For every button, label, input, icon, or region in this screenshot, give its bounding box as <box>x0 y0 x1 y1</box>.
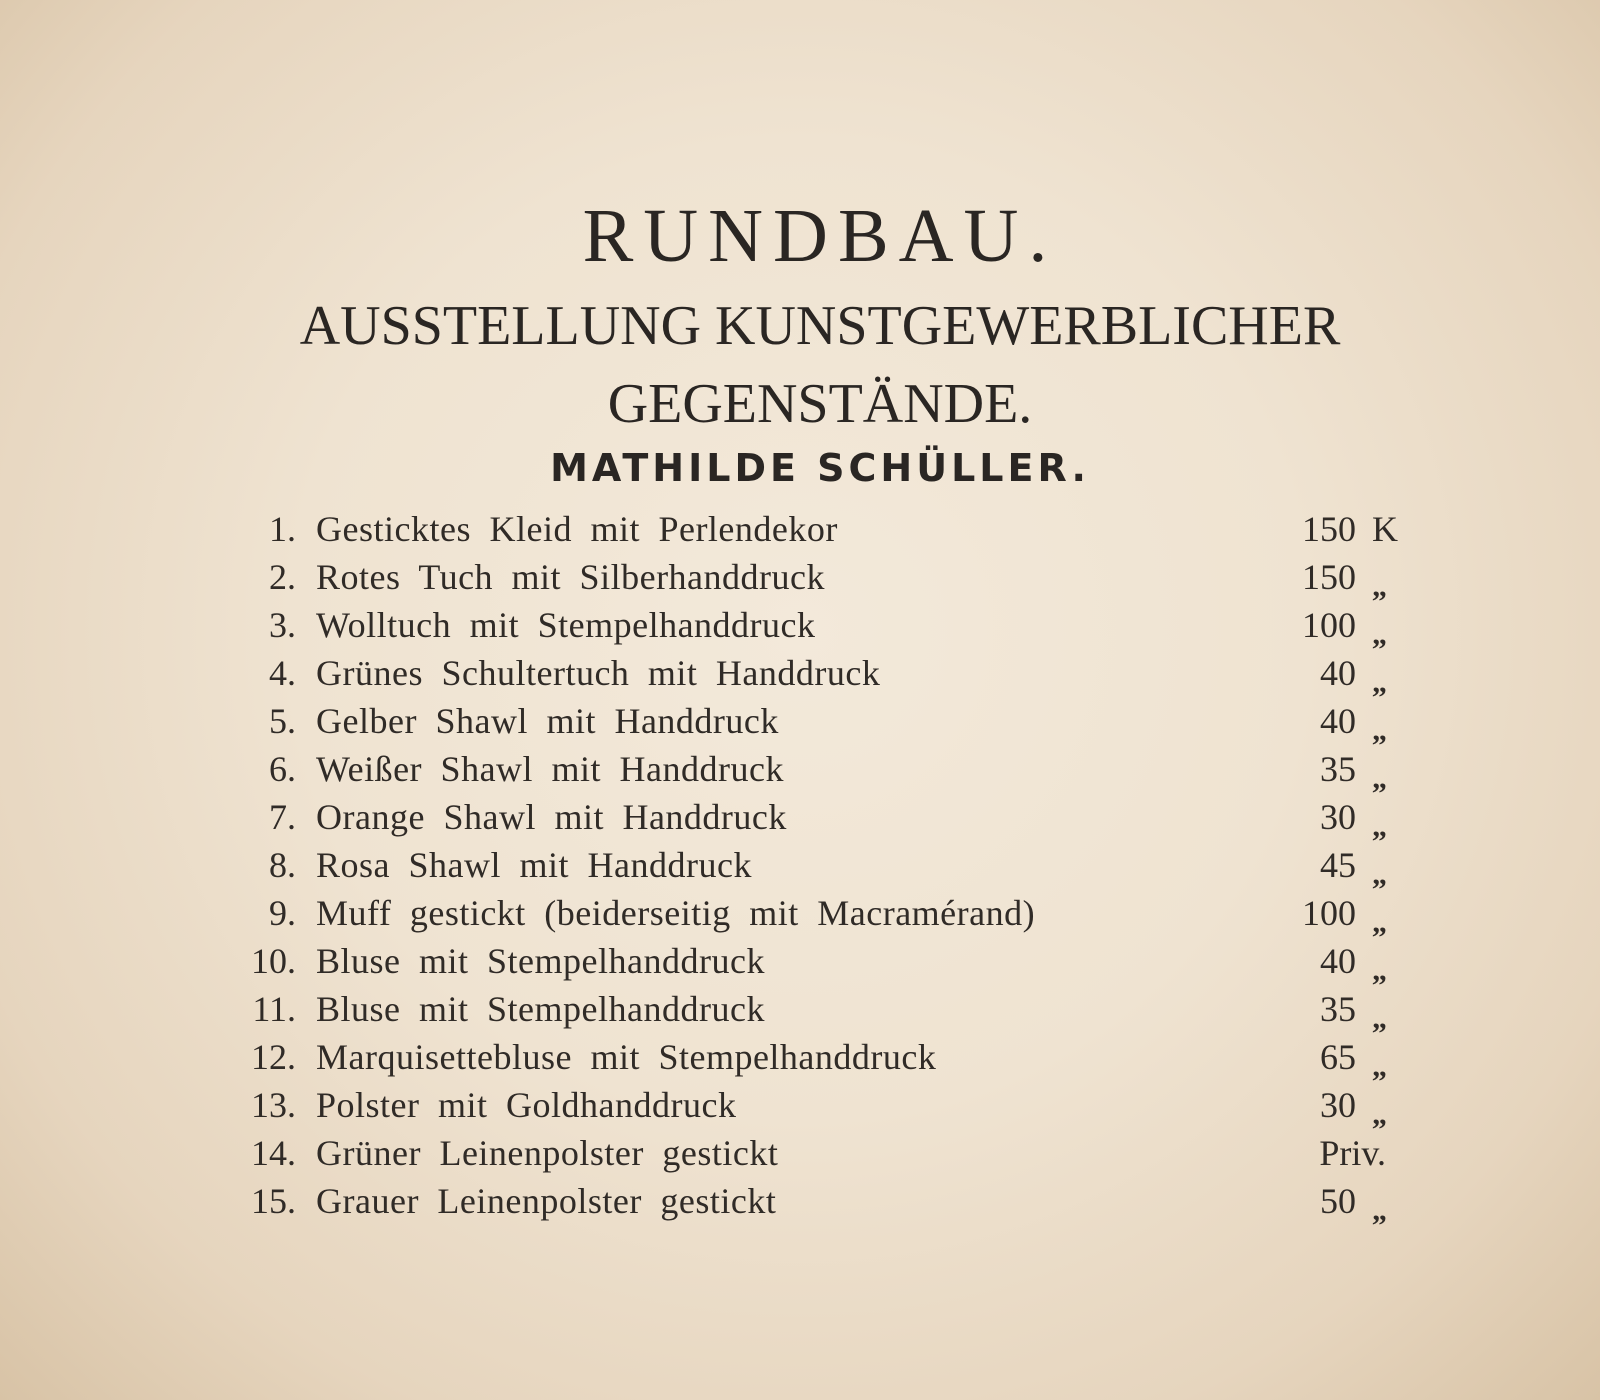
list-item <box>0 1177 1600 1225</box>
item-price: 50 <box>1320 1181 1356 1221</box>
item-description: Weißer Shawl mit Handdruck <box>316 749 784 789</box>
item-price: 150 <box>1302 557 1356 597</box>
item-price: 40 <box>1320 941 1356 981</box>
item-number: 2. <box>269 557 296 597</box>
item-description: Wolltuch mit Stempelhanddruck <box>316 605 816 645</box>
item-price: 150 <box>1302 509 1356 549</box>
item-ditto-mark: „ <box>1372 1194 1387 1227</box>
item-number: 4. <box>269 653 296 693</box>
list-item <box>0 505 1600 553</box>
list-item <box>0 793 1600 841</box>
item-description: Muff gestickt (beiderseitig mit Macramérand) <box>316 893 1036 933</box>
item-number: 1. <box>269 509 296 549</box>
item-number: 15. <box>251 1181 296 1221</box>
item-price: 30 <box>1320 1085 1356 1125</box>
item-description: Grüner Leinenpolster gestickt <box>316 1133 779 1173</box>
list-item <box>0 697 1600 745</box>
list-item <box>0 1129 1600 1177</box>
list-item <box>0 937 1600 985</box>
item-price: 35 <box>1320 749 1356 789</box>
item-number: 14. <box>251 1133 296 1173</box>
item-number: 11. <box>252 989 296 1029</box>
item-number: 6. <box>269 749 296 789</box>
item-price: 100 <box>1302 893 1356 933</box>
item-description: Gesticktes Kleid mit Perlendekor <box>316 509 838 549</box>
item-price: 65 <box>1320 1037 1356 1077</box>
item-ditto-mark: „ <box>1372 954 1387 987</box>
list-item <box>0 649 1600 697</box>
list-item <box>0 601 1600 649</box>
item-description: Grauer Leinenpolster gestickt <box>316 1181 777 1221</box>
item-price: 35 <box>1320 989 1356 1029</box>
item-description: Gelber Shawl mit Handdruck <box>316 701 779 741</box>
list-item <box>0 889 1600 937</box>
item-ditto-mark: „ <box>1372 906 1387 939</box>
item-number: 9. <box>269 893 296 933</box>
item-number: 13. <box>251 1085 296 1125</box>
exhibition-subtitle-line-2: GEGENSTÄNDE. <box>607 373 1033 435</box>
item-description: Bluse mit Stempelhanddruck <box>316 941 765 981</box>
item-description: Rosa Shawl mit Handdruck <box>316 845 752 885</box>
item-number: 3. <box>269 605 296 645</box>
page-title: RUNDBAU. <box>582 194 1058 278</box>
item-ditto-mark: „ <box>1372 1002 1387 1035</box>
artist-name: MATHILDE SCHÜLLER. <box>550 446 1090 490</box>
item-number: 5. <box>269 701 296 741</box>
item-description: Marquisettebluse mit Stempelhanddruck <box>316 1037 937 1077</box>
list-item <box>0 745 1600 793</box>
item-ditto-mark: „ <box>1372 618 1387 651</box>
item-price: 100 <box>1302 605 1356 645</box>
item-price: 45 <box>1320 845 1356 885</box>
list-item <box>0 985 1600 1033</box>
list-item <box>0 1033 1600 1081</box>
item-description: Orange Shawl mit Handdruck <box>316 797 787 837</box>
item-ditto-mark: „ <box>1372 1050 1387 1083</box>
item-list <box>0 505 1600 1225</box>
list-item <box>0 1081 1600 1129</box>
item-price: 40 <box>1320 653 1356 693</box>
item-number: 10. <box>251 941 296 981</box>
item-number: 7. <box>269 797 296 837</box>
item-price: 40 <box>1320 701 1356 741</box>
item-number: 8. <box>269 845 296 885</box>
item-ditto-mark: „ <box>1372 714 1387 747</box>
list-item <box>0 841 1600 889</box>
item-ditto-mark: „ <box>1372 1098 1387 1131</box>
exhibition-subtitle-line-1: AUSSTELLUNG KUNSTGEWERBLICHER <box>299 295 1341 357</box>
item-ditto-mark: „ <box>1372 762 1387 795</box>
item-number: 12. <box>251 1037 296 1077</box>
item-ditto-mark: „ <box>1372 666 1387 699</box>
item-description: Rotes Tuch mit Silberhanddruck <box>316 557 825 597</box>
list-item <box>0 553 1600 601</box>
item-price: 30 <box>1320 797 1356 837</box>
item-currency: K <box>1372 509 1398 549</box>
item-price: Priv. <box>1319 1133 1386 1173</box>
item-ditto-mark: „ <box>1372 858 1387 891</box>
item-description: Grünes Schultertuch mit Handdruck <box>316 653 881 693</box>
item-description: Polster mit Goldhanddruck <box>316 1085 737 1125</box>
item-description: Bluse mit Stempelhanddruck <box>316 989 765 1029</box>
item-ditto-mark: „ <box>1372 570 1387 603</box>
item-ditto-mark: „ <box>1372 810 1387 843</box>
